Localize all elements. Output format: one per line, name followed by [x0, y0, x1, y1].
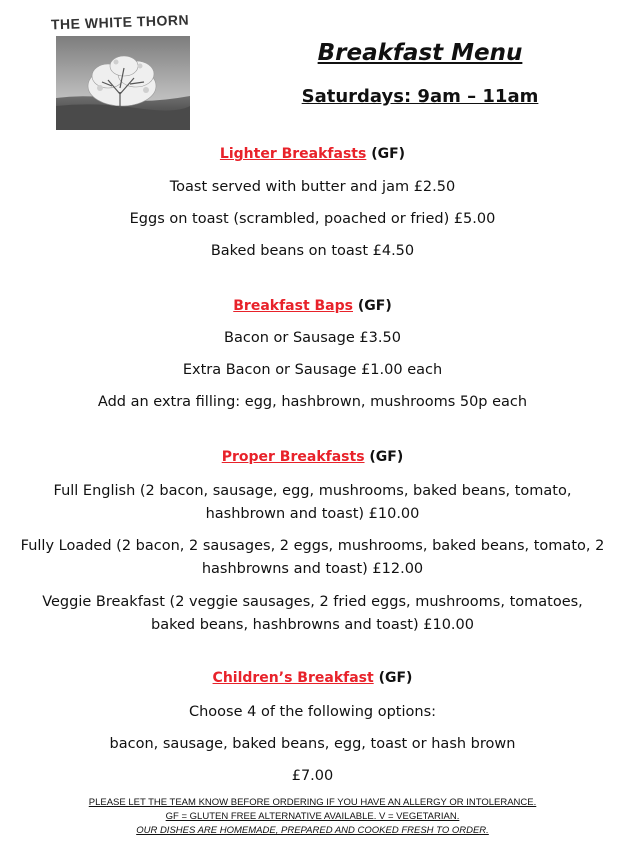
menu-item: Toast served with butter and jam £2.50: [169, 179, 456, 195]
menu-item: Fully Loaded (2 bacon, 2 sausages, 2 eggs, mushrooms, baked beans, tomato, 2 hashbrowns and toast) £12.00: [20, 538, 605, 577]
section-heading-breakfast-baps: Breakfast Baps (GF): [233, 298, 392, 314]
menu-item: Eggs on toast (scrambled, poached or fried) £5.00: [129, 211, 496, 227]
page-title: Breakfast Menu: [317, 40, 523, 66]
allergy-notice: PLEASE LET THE TEAM KNOW BEFORE ORDERING IF YOU HAVE AN ALLERGY OR INTOLERANCE.: [88, 797, 537, 808]
menu-item: Choose 4 of the following options:: [188, 704, 437, 720]
menu-item: bacon, sausage, baked beans, egg, toast or hash brown: [109, 736, 516, 752]
menu-item: Baked beans on toast £4.50: [210, 243, 415, 259]
section-heading-lighter-breakfasts: Lighter Breakfasts (GF): [219, 146, 406, 162]
menu-item: Add an extra filling: egg, hashbrown, mushrooms 50p each: [97, 394, 528, 410]
menu-item: Veggie Breakfast (2 veggie sausages, 2 fried eggs, mushrooms, tomatoes, baked beans, hashbrowns and toast) £10.00: [42, 594, 583, 633]
menu-item: Bacon or Sausage £3.50: [224, 330, 401, 346]
homemade-notice: OUR DISHES ARE HOMEMADE, PREPARED AND COOKED FRESH TO ORDER.: [136, 825, 489, 836]
logo-text: THE WHITE THORN: [50, 11, 190, 33]
section-heading-childrens-breakfast: Children’s Breakfast (GF): [212, 670, 413, 686]
menu-item-price: £7.00: [291, 768, 334, 784]
menu-item: Extra Bacon or Sausage £1.00 each: [182, 362, 443, 378]
section-heading-proper-breakfasts: Proper Breakfasts (GF): [221, 449, 404, 465]
logo: [30, 11, 210, 130]
opening-hours: Saturdays: 9am – 11am: [301, 86, 539, 107]
dietary-key: GF = GLUTEN FREE ALTERNATIVE AVAILABLE. V = VEGETARIAN.: [165, 811, 460, 822]
menu-item: Full English (2 bacon, sausage, egg, mushrooms, baked beans, tomato, hashbrown and toast) £10.00: [53, 483, 572, 522]
hawthorn-tree-photo: [56, 36, 190, 130]
